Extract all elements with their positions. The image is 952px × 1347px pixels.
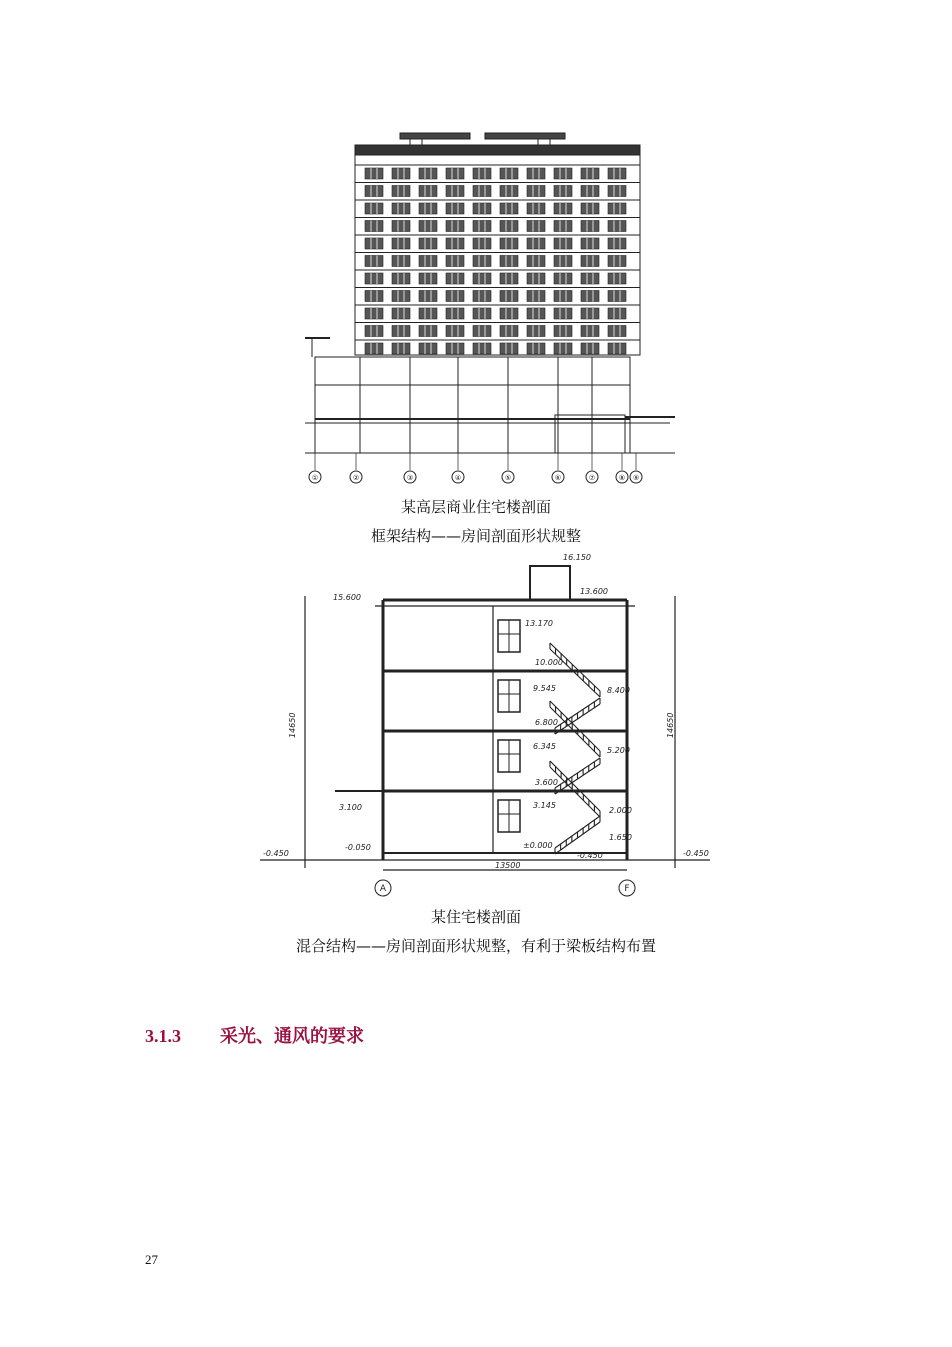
section-title: 采光、通风的要求 <box>220 1026 364 1046</box>
section-number: 3.1.3 <box>145 1026 181 1046</box>
elev-8400: 8.400 <box>607 686 630 695</box>
elev-1650: 1.650 <box>609 833 632 842</box>
elev-m0450-inner: -0.450 <box>577 851 603 860</box>
elev-2000: 2.000 <box>609 806 632 815</box>
elev-roof-right: 13.600 <box>580 587 608 596</box>
elev-m0050: -0.050 <box>345 843 371 852</box>
axis-label-8: ⑧ <box>618 474 626 482</box>
figure1-caption-1: 某高层商业住宅楼剖面 <box>400 498 551 516</box>
elev-5200: 5.200 <box>607 746 630 755</box>
figure2-caption-2: 混合结构——房间剖面形状规整，有利于梁板结构布置 <box>295 937 656 955</box>
elev-3100: 3.100 <box>339 803 362 812</box>
axis-a: A <box>379 884 387 894</box>
elev-6800: 6.800 <box>535 718 558 727</box>
section-heading <box>145 1022 364 1048</box>
span-dimension: 13500 <box>495 861 521 870</box>
elev-10000: 10.000 <box>535 658 563 667</box>
highrise-section-drawing <box>300 125 680 490</box>
elev-6345: 6.345 <box>533 742 556 751</box>
elev-13170: 13.170 <box>525 619 553 628</box>
axis-f: F <box>624 884 630 894</box>
elev-roof-left: 15.600 <box>333 593 361 602</box>
figure2-caption-1: 某住宅楼剖面 <box>430 908 521 926</box>
axis-label-9: ⑨ <box>632 474 640 482</box>
axis-label-7: ⑦ <box>588 474 596 482</box>
elev-0000: ±0.000 <box>523 841 553 850</box>
axis-label-5: ⑤ <box>504 474 512 482</box>
elev-3145: 3.145 <box>533 801 556 810</box>
axis-label-3: ③ <box>406 474 414 482</box>
axis-label-2: ② <box>352 474 360 482</box>
page-number: 27 <box>145 1252 158 1267</box>
ground-right: -0.450 <box>683 849 709 858</box>
residential-section-drawing <box>255 548 715 900</box>
ground-left: -0.450 <box>263 849 289 858</box>
elev-top: 16.150 <box>563 553 591 562</box>
figure1-caption-2: 框架结构——房间剖面形状规整 <box>370 527 581 545</box>
right-total: 14650 <box>666 712 675 738</box>
axis-label-4: ④ <box>454 474 462 482</box>
elev-9545: 9.545 <box>533 684 556 693</box>
left-total: 14650 <box>288 712 297 738</box>
elev-3600: 3.600 <box>535 778 558 787</box>
axis-label-1: ① <box>311 474 319 482</box>
axis-label-6: ⑥ <box>554 474 562 482</box>
